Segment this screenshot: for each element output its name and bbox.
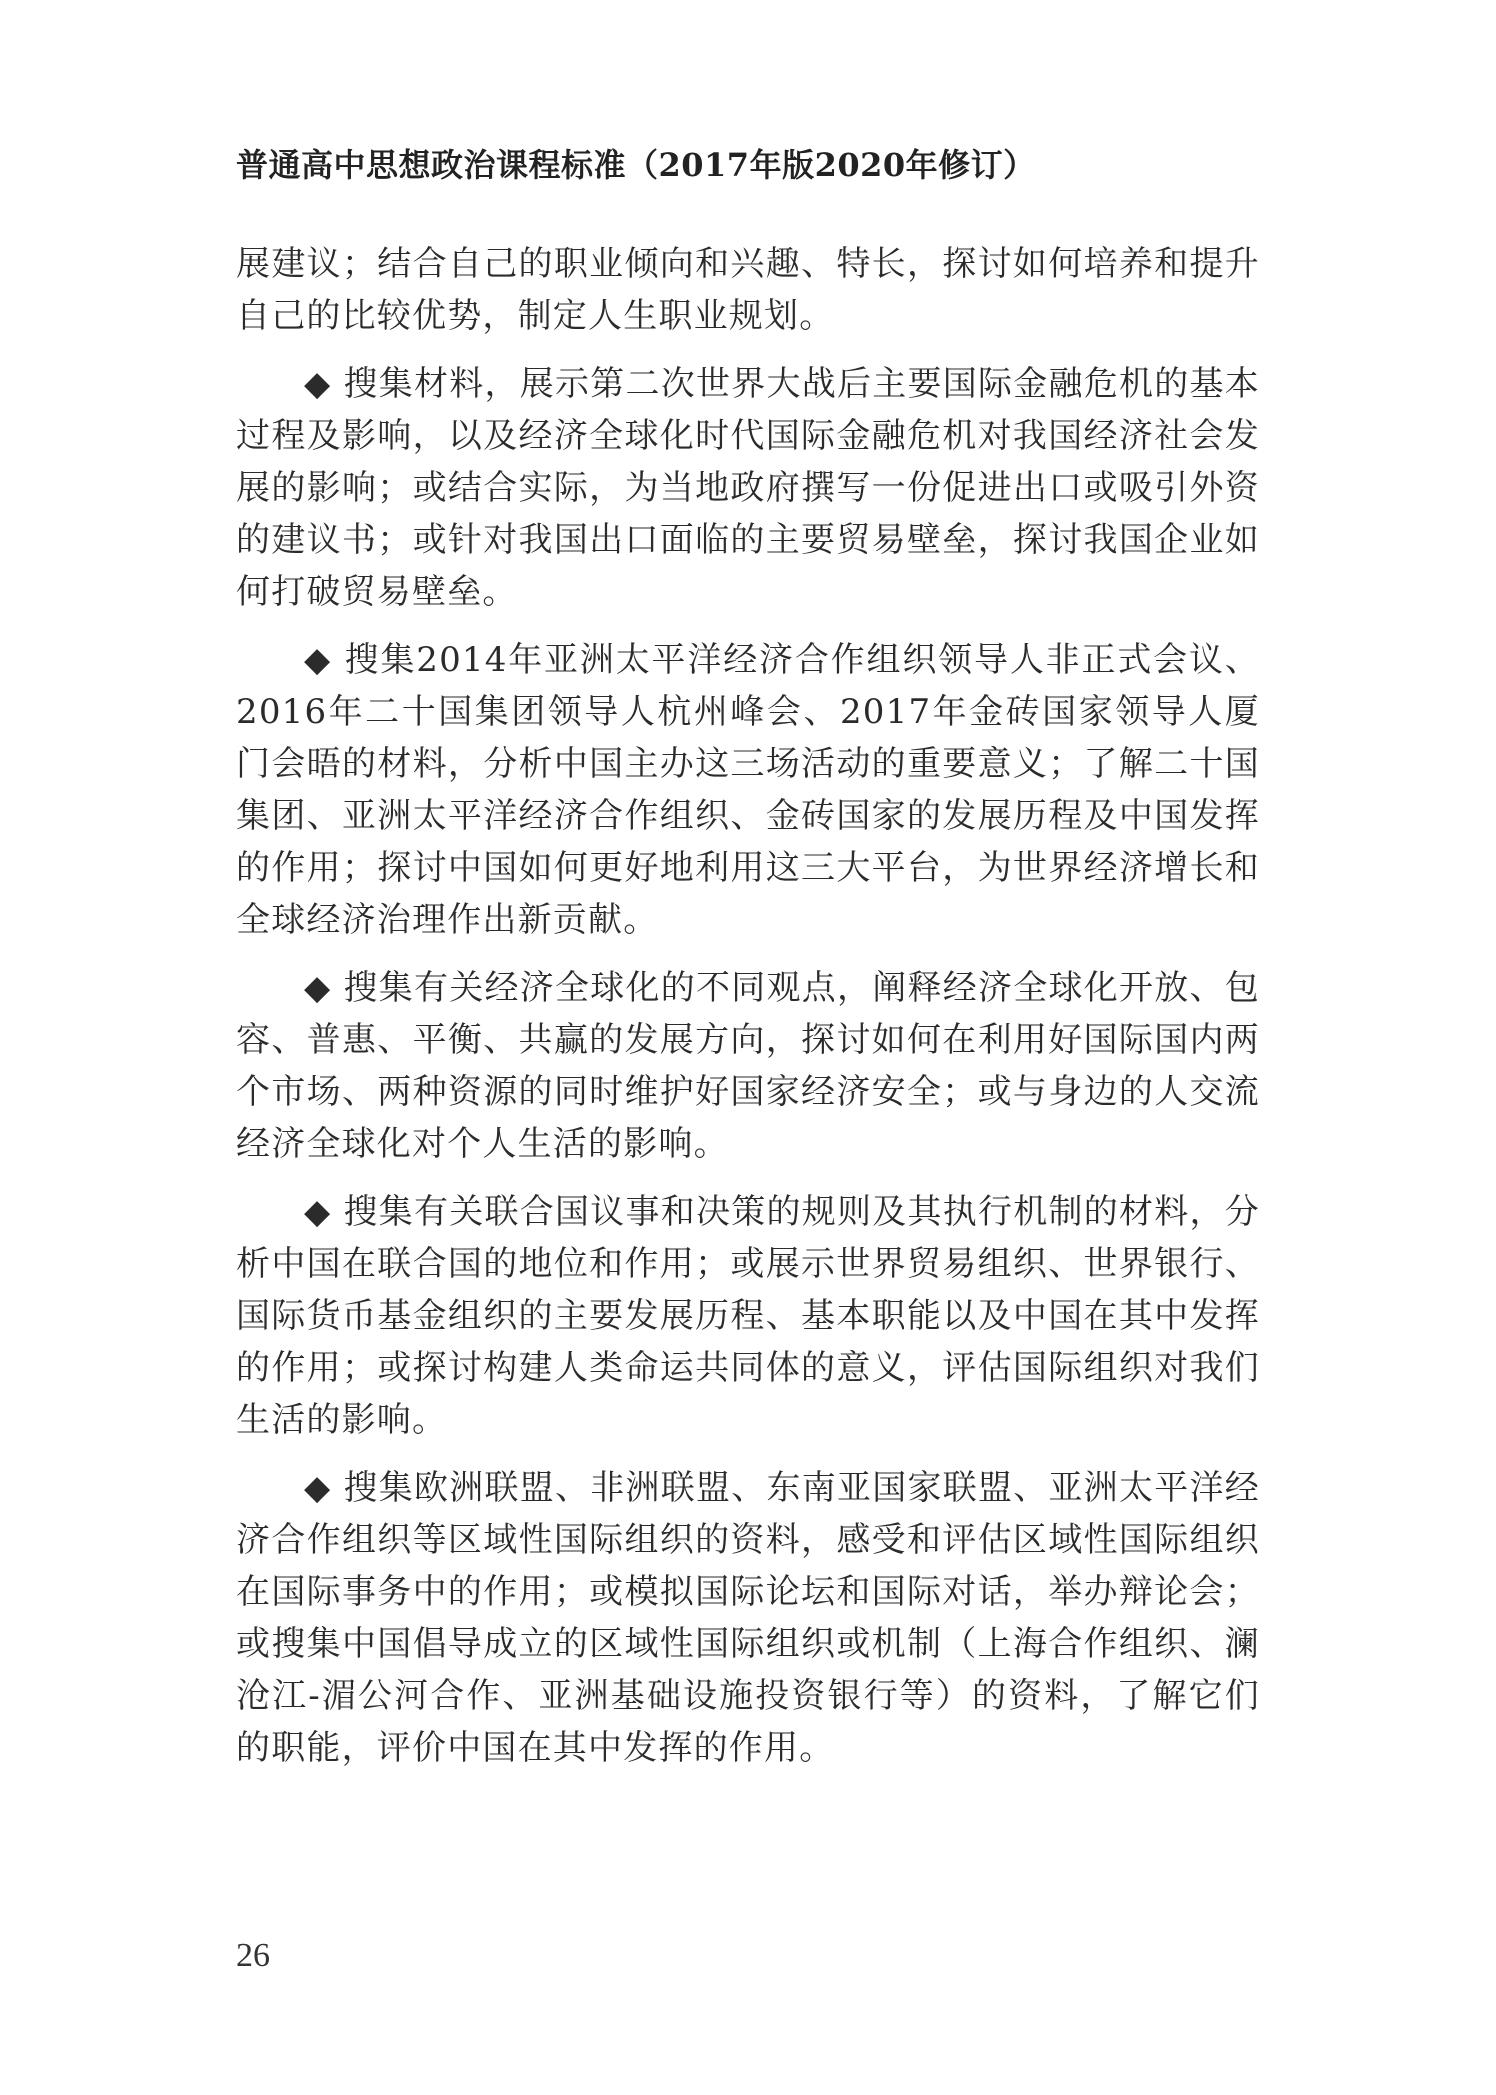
paragraph-summits: ◆ 搜集2014年亚洲太平洋经济合作组织领导人非正式会议、2016年二十国集团领导人杭州峰会、2017年金砖国家领导人厦门会晤的材料，分析中国主办这三场活动的重要意义；了解二十国集团、亚洲太平洋经济合作组织、金砖国家的发展历程及中国发挥的作用；探讨中国如何更好地利用这三大平台，为世界经济增长和全球经济治理作出新贡献。 xyxy=(236,640,1260,940)
paragraph-united-nations: ◆ 搜集有关联合国议事和决策的规则及其执行机制的材料，分析中国在联合国的地位和作用；或展示世界贸易组织、世界银行、国际货币基金组织的主要发展历程、基本职能以及中国在其中发挥的作用；或探讨构建人类命运共同体的意义，评估国际组织对我们生活的影响。 xyxy=(236,1192,1260,1440)
paragraph-globalization: ◆ 搜集有关经济全球化的不同观点，阐释经济全球化开放、包容、普惠、平衡、共赢的发展方向，探讨如何在利用好国际国内两个市场、两种资源的同时维护好国家经济安全；或与身边的人交流经济全球化对个人生活的影响。 xyxy=(236,968,1260,1164)
body-text xyxy=(236,238,1260,1790)
paragraph-financial-crisis: ◆ 搜集材料，展示第二次世界大战后主要国际金融危机的基本过程及影响，以及经济全球化时代国际金融危机对我国经济社会发展的影响；或结合实际，为当地政府撰写一份促进出口或吸引外资的建议书；或针对我国出口面临的主要贸易壁垒，探讨我国企业如何打破贸易壁垒。 xyxy=(236,364,1260,612)
page-number: 26 xyxy=(236,1937,270,1974)
running-header: 普通高中思想政治课程标准（2017年版2020年修订） xyxy=(236,146,1036,184)
paragraph-continuation: 展建议；结合自己的职业倾向和兴趣、特长，探讨如何培养和提升自己的比较优势，制定人生职业规划。 xyxy=(236,244,1260,336)
paragraph-regional-organizations: ◆ 搜集欧洲联盟、非洲联盟、东南亚国家联盟、亚洲太平洋经济合作组织等区域性国际组织的资料，感受和评估区域性国际组织在国际事务中的作用；或模拟国际论坛和国际对话，举办辩论会；或搜集中国倡导成立的区域性国际组织或机制（上海合作组织、澜沧江-湄公河合作、亚洲基础设施投资银行等）的资料，了解它们的职能，评价中国在其中发挥的作用。 xyxy=(236,1468,1260,1768)
